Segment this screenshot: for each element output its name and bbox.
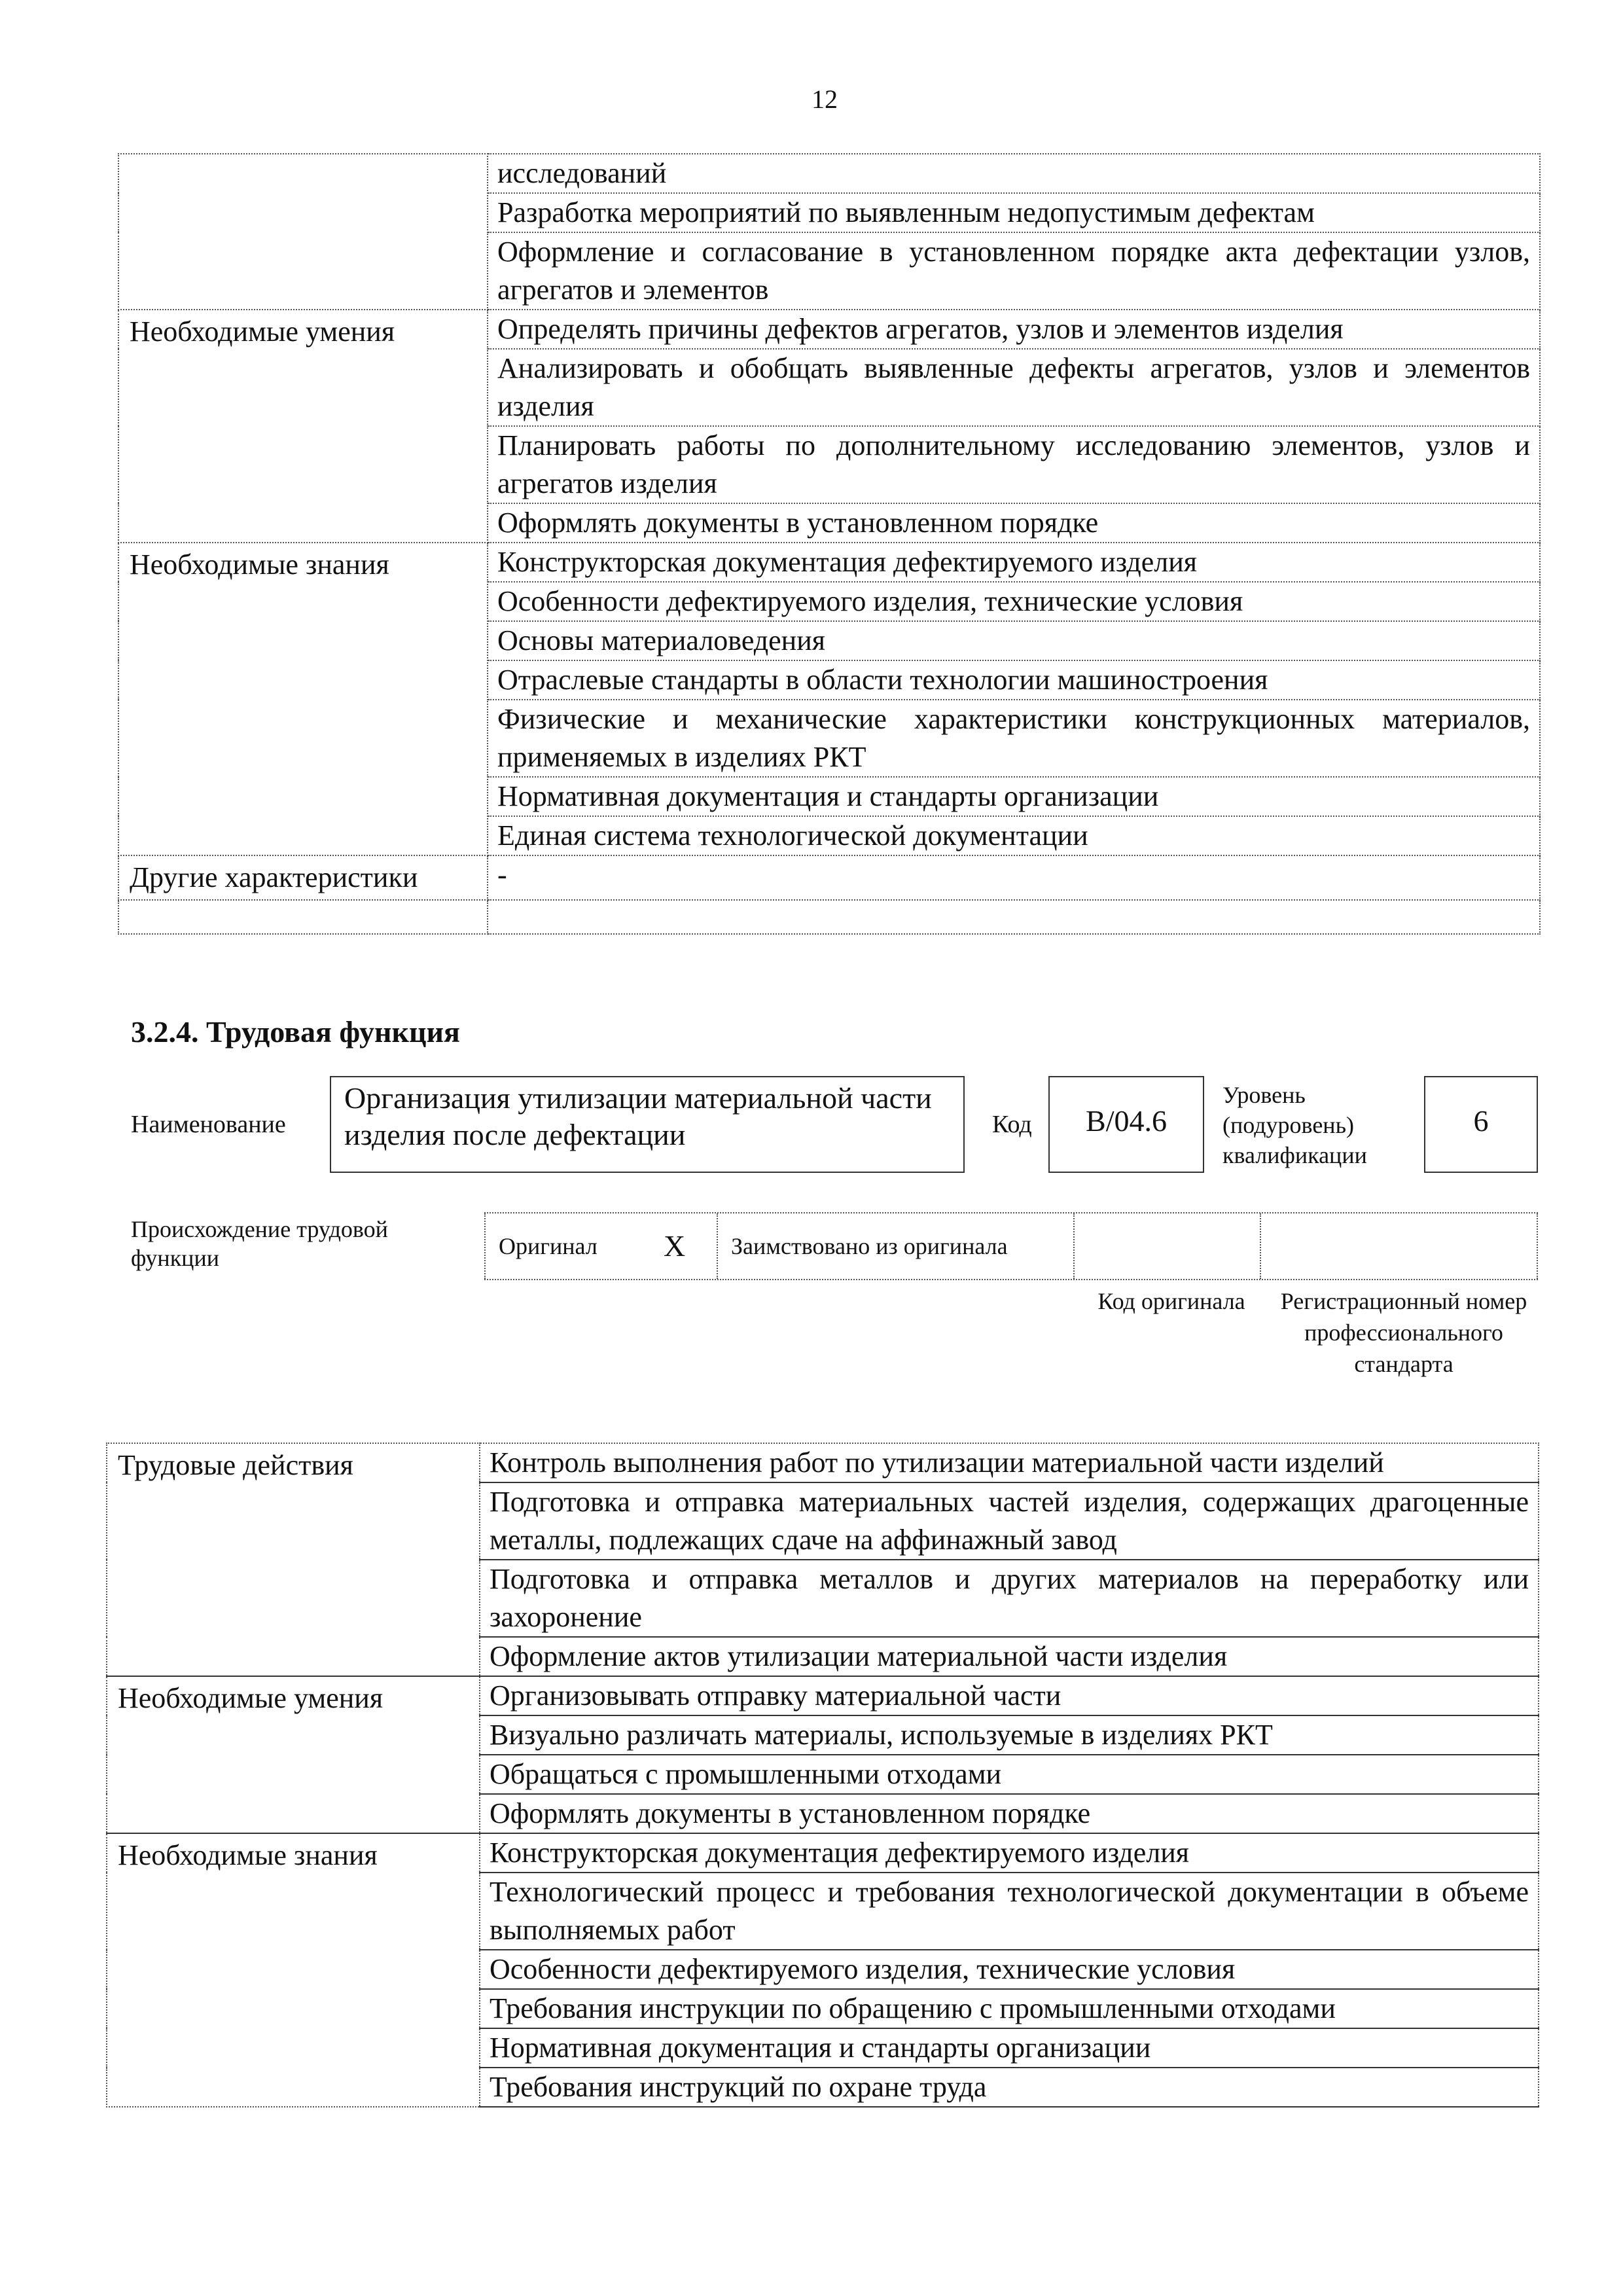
name-label: Наименование bbox=[131, 1111, 286, 1138]
origin-borrowed-cell: Заимствовано из оригинала bbox=[717, 1213, 1073, 1279]
table-cell-item: Определять причины дефектов агрегатов, узлов и элементов изделия bbox=[488, 310, 1540, 349]
table-cell-item: Оформление и согласование в установленном порядке акта дефектации узлов, агрегатов и элементов bbox=[488, 232, 1540, 310]
table-cell-item: Технологический процесс и требования технологической документации в объеме выполняемых работ bbox=[480, 1873, 1539, 1950]
group-label-required-knowledge: Необходимые знания bbox=[107, 1833, 480, 2107]
group-label-labor-actions: Трудовые действия bbox=[107, 1443, 480, 1676]
group-label-required-skills: Необходимые умения bbox=[107, 1676, 480, 1833]
table-cell-item: Особенности дефектируемого изделия, технические условия bbox=[488, 582, 1540, 621]
caption-original-code: Код оригинала bbox=[1097, 1288, 1245, 1314]
table-cell-item: Организовывать отправку материальной части bbox=[480, 1676, 1539, 1715]
requirements-table-continued bbox=[118, 153, 1541, 935]
qualification-level-field: 6 bbox=[1424, 1076, 1538, 1173]
table-cell-item: Единая система технологической документации bbox=[488, 816, 1540, 855]
table-cell-item: Нормативная документация и стандарты организации bbox=[480, 2028, 1539, 2068]
level-label: Уровень (подуровень) квалификации bbox=[1222, 1082, 1367, 1168]
table-row bbox=[118, 855, 1540, 900]
group-label-continued bbox=[118, 154, 488, 310]
table-cell-item: Подготовка и отправка материальных частей изделия, содержащих драгоценные металлы, подлежащих сдаче на аффинажный завод bbox=[480, 1482, 1539, 1560]
table-cell-item: Оформление актов утилизации материальной части изделия bbox=[480, 1637, 1539, 1676]
table-row-spacer bbox=[118, 900, 1540, 934]
function-name-field: Организация утилизации материальной части изделия после дефектации bbox=[330, 1076, 965, 1173]
table-cell-item: Контроль выполнения работ по утилизации материальной части изделий bbox=[480, 1443, 1539, 1482]
table-cell-item: Нормативная документация и стандарты организации bbox=[488, 777, 1540, 816]
table-cell-item: Подготовка и отправка металлов и других материалов на переработку или захоронение bbox=[480, 1560, 1539, 1637]
origin-table bbox=[484, 1212, 1538, 1280]
table-cell-item: Планировать работы по дополнительному исследованию элементов, узлов и агрегатов изделия bbox=[488, 426, 1540, 503]
origin-reg-number-cell bbox=[1260, 1213, 1538, 1279]
table-cell-item: Особенности дефектируемого изделия, технические условия bbox=[480, 1950, 1539, 1989]
table-cell-item: исследований bbox=[488, 154, 1540, 193]
table-cell-item: Требования инструкций по охране труда bbox=[480, 2068, 1539, 2107]
table-row bbox=[118, 154, 1540, 193]
table-cell-item: Оформлять документы в установленном порядке bbox=[488, 503, 1540, 543]
table-cell-item: Оформлять документы в установленном порядке bbox=[480, 1794, 1539, 1833]
table-cell-item: Конструкторская документация дефектируемого изделия bbox=[480, 1833, 1539, 1873]
table-row bbox=[107, 1833, 1539, 1873]
table-cell-item: Анализировать и обобщать выявленные дефекты агрегатов, узлов и элементов изделия bbox=[488, 349, 1540, 426]
group-label-other-characteristics: Другие характеристики bbox=[118, 855, 488, 900]
origin-code-cell bbox=[1073, 1213, 1260, 1279]
caption-registration-number: Регистрационный номер профессионального стандарта bbox=[1280, 1288, 1527, 1377]
group-label-required-skills: Необходимые умения bbox=[118, 310, 488, 543]
table-row bbox=[107, 1443, 1539, 1482]
table-cell-item: Визуально различать материалы, используемые в изделиях РКТ bbox=[480, 1715, 1539, 1755]
table-cell-item: - bbox=[488, 855, 1540, 900]
table-cell-item: Конструкторская документация дефектируемого изделия bbox=[488, 543, 1540, 582]
page-number: 12 bbox=[812, 84, 838, 114]
section-title: 3.2.4. Трудовая функция bbox=[131, 1015, 460, 1049]
table-row bbox=[107, 1676, 1539, 1715]
group-label-required-knowledge: Необходимые знания bbox=[118, 543, 488, 855]
origin-original-cell bbox=[484, 1213, 717, 1279]
origin-original-label: Оригинал bbox=[499, 1233, 597, 1259]
table-cell-item: Физические и механические характеристики конструкционных материалов, применяемых в изделиях РКТ bbox=[488, 700, 1540, 777]
code-label: Код bbox=[992, 1111, 1032, 1138]
table-cell-item: Разработка мероприятий по выявленным недопустимым дефектам bbox=[488, 193, 1540, 232]
table-cell-item: Обращаться с промышленными отходами bbox=[480, 1755, 1539, 1794]
table-cell-item: Отраслевые стандарты в области технологии машиностроения bbox=[488, 660, 1540, 700]
table-cell-item: Требования инструкции по обращению с промышленными отходами bbox=[480, 1989, 1539, 2028]
origin-label: Происхождение трудовой функции bbox=[131, 1216, 388, 1271]
origin-original-mark: X bbox=[664, 1229, 686, 1263]
labor-function-table bbox=[106, 1443, 1539, 2108]
function-code-field: B/04.6 bbox=[1048, 1076, 1204, 1173]
table-row bbox=[118, 310, 1540, 349]
table-cell-item: Основы материаловедения bbox=[488, 621, 1540, 660]
table-row bbox=[118, 543, 1540, 582]
